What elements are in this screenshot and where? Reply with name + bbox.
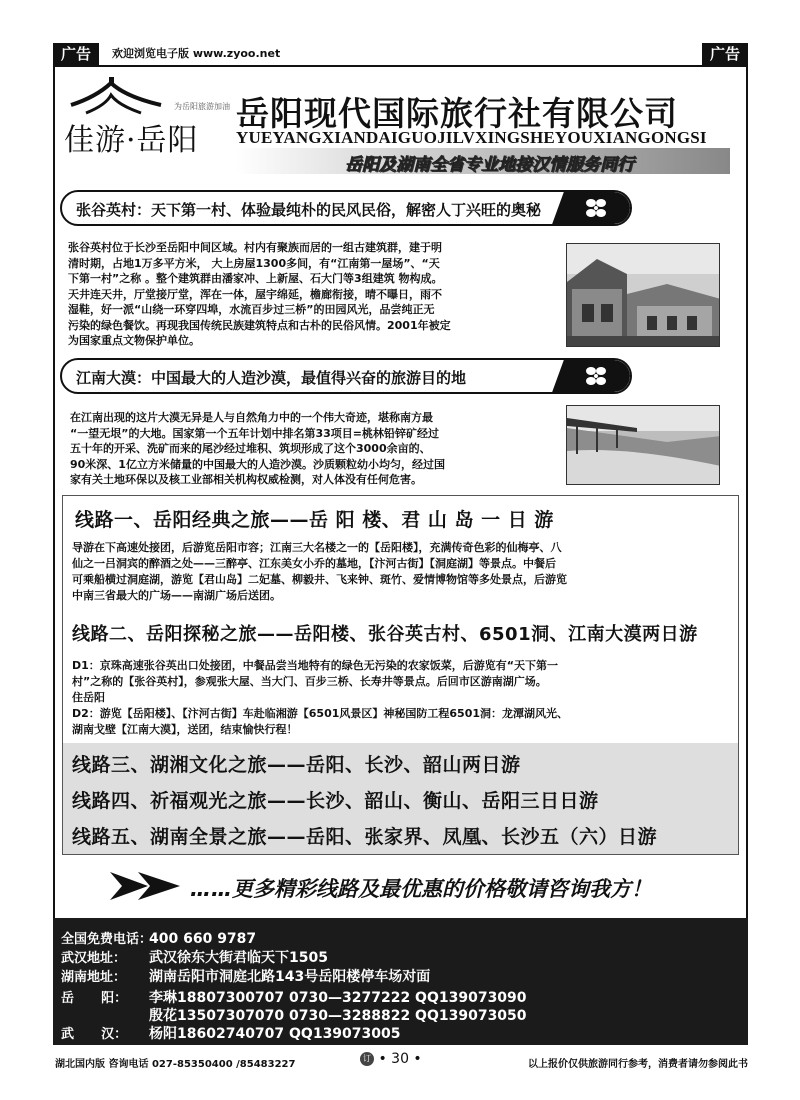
fan-icon bbox=[584, 365, 608, 387]
ad-tag-left: 广告 bbox=[53, 43, 99, 65]
section-text-zhanggu bbox=[68, 240, 563, 349]
route-desc-1 bbox=[72, 540, 722, 604]
route-title-1: 线路一、岳阳经典之旅——岳 阳 楼、君 山 岛 一 日 游 bbox=[75, 509, 554, 531]
section-title: 江南大漠：中国最大的人造沙漠，最值得兴奋的旅游目的地 bbox=[76, 369, 467, 387]
logo-text: 佳游·岳阳 bbox=[64, 123, 199, 158]
banner-end bbox=[566, 360, 630, 392]
contact-label: 武汉地址： bbox=[61, 951, 127, 966]
text-line: 为国家重点文物保护单位。 bbox=[68, 334, 200, 347]
site-url: 欢迎浏览电子版 www.zyoo.net bbox=[112, 47, 281, 60]
text-line: 清时期，占地1万多平方米， 大上房屋1300多间，有“江南第一屋场”、“天 bbox=[68, 256, 440, 270]
contact-value: 李琳18807300707 0730—3277222 QQ139073090 bbox=[149, 990, 527, 1006]
route-title-2: 线路二、岳阳探秘之旅——岳阳楼、张谷英古村、6501洞、江南大漠两日游 bbox=[72, 624, 698, 645]
footer-left: 湖北国内版 咨询电话 027-85350400 /85483227 bbox=[55, 1059, 296, 1070]
page-number bbox=[360, 1051, 422, 1067]
text-line: 中南三省最大的广场——南湖广场后送团。 bbox=[72, 589, 281, 602]
fan-icon bbox=[584, 197, 608, 219]
section-title: 张谷英村：天下第一村、体验最纯朴的民风民俗，解密人丁兴旺的奥秘 bbox=[76, 201, 542, 219]
contact-label: 武 汉： bbox=[61, 1027, 128, 1042]
text-line: 仙之一吕洞宾的醉酒之处——三醉亭、江东美女小乔的墓地，【汴河古街】【洞庭湖】等景点。中餐后 bbox=[72, 557, 556, 570]
contact-panel bbox=[53, 918, 748, 1045]
village-photo bbox=[566, 243, 720, 347]
contact-label: 岳 阳： bbox=[61, 991, 128, 1006]
text-line: “一望无垠”的大地。国家第一个五年计划中排名第33项目=桃林铅锌矿经过 bbox=[70, 426, 439, 440]
contact-label: 湖南地址： bbox=[61, 970, 127, 985]
contact-label: 全国免费电话： bbox=[61, 932, 153, 947]
footer-right: 以上报价仅供旅游同行参考，消费者请勿参阅此书 bbox=[528, 1059, 748, 1070]
banner-end bbox=[566, 192, 630, 224]
text-line: 湿鞋，好一派“山绕一环穿四埠，水流百步过三桥”的田园风光，品尝纯正无 bbox=[68, 303, 435, 316]
text-line: 张谷英村位于长沙至岳阳中间区域。村内有聚族而居的一组古建筑群，建于明 bbox=[68, 241, 442, 254]
contact-row-wuhan bbox=[61, 1023, 401, 1043]
more-routes-text: ……更多精彩线路及最优惠的价格敬请咨询我方！ bbox=[190, 877, 652, 901]
contact-row-hunan-address bbox=[61, 966, 430, 986]
ad-tag-right: 广告 bbox=[702, 43, 748, 65]
logo-subtitle: 为岳阳旅游加油 bbox=[174, 102, 230, 111]
text-line: 五十年的开采、洗矿而来的尾沙经过堆积、筑坝形成了这个3000余亩的、 bbox=[70, 442, 431, 455]
text-line: 在江南出现的这片大漠无异是人与自然角力中的一个伟大奇迹，堪称南方最 bbox=[70, 411, 433, 424]
route-desc-2 bbox=[72, 658, 722, 738]
text-line: D2：游览【岳阳楼】、【汴河古街】车赴临湘游【6501风景区】神秘国防工程6501洞：龙潭湖风光、 bbox=[72, 707, 569, 720]
pavilion-roof-icon bbox=[66, 75, 166, 115]
text-line: 导游在下高速处接团，后游览岳阳市容；江南三大名楼之一的【岳阳楼】，充满传奇色彩的仙梅亭、八 bbox=[72, 541, 562, 554]
text-line: 可乘船横过洞庭湖，游览【君山岛】二妃墓、柳毅井、飞来钟、斑竹、爱情博物馆等多处景点，后游览 bbox=[72, 573, 567, 586]
text-line: 天井连天井，厅堂接厅堂，浑在一体，屋宇绵延，檐廊衔接，晴不曝日，雨不 bbox=[68, 287, 442, 301]
text-line: 下第一村”之称 。整个建筑群由潘家冲、上新屋、石大门等3组建筑 物构成。 bbox=[68, 272, 443, 285]
text-line: 村”之称的【张谷英村】，参观张大屋、当大门、百步三桥、长寿井等景点。后回市区游南湖广场。 bbox=[72, 675, 547, 688]
section-text-desert bbox=[70, 410, 560, 488]
slogan: 岳阳及湖南全省专业地接汉情服务同行 bbox=[345, 155, 634, 175]
contact-value: 武汉徐东大街君临天下1505 bbox=[149, 950, 328, 966]
page-number-text: • 30 • bbox=[378, 1051, 422, 1067]
text-line: 湖南戈壁【江南大漠】，送团，结束愉快行程！ bbox=[72, 723, 298, 736]
section-banner-desert bbox=[60, 358, 632, 394]
text-line: 家有关土地环保以及核工业部相关机构权威检测，对人体没有任何危害。 bbox=[70, 473, 422, 486]
text-line: 90米深、1亿立方米储量的中国最大的人造沙漠。沙质颗粒幼小均匀，经过国 bbox=[70, 457, 445, 471]
contact-value: 殷花13507307070 0730—3288822 QQ139073050 bbox=[149, 1008, 527, 1024]
contact-row-yueyang-1 bbox=[61, 987, 527, 1007]
double-arrow-icon bbox=[108, 868, 184, 904]
page-badge-icon: 订 bbox=[360, 1052, 374, 1066]
route-title-3: 线路三、湖湘文化之旅——岳阳、长沙、韶山两日游 bbox=[72, 754, 521, 776]
contact-value: 湖南岳阳市洞庭北路143号岳阳楼停车场对面 bbox=[149, 969, 431, 985]
desert-photo bbox=[566, 405, 720, 485]
company-pinyin: YUEYANGXIANDAIGUOJILVXINGSHEYOUXIANGONGSI bbox=[236, 128, 707, 147]
section-banner-zhanggu bbox=[60, 190, 632, 226]
contact-value: 杨阳18602740707 QQ139073005 bbox=[149, 1026, 401, 1042]
contact-row-hotline bbox=[61, 928, 256, 947]
text-line: D1：京珠高速张谷英出口处接团，中餐品尝当地特有的绿色无污染的农家饭菜，后游览有“天下第一 bbox=[72, 659, 559, 672]
logo bbox=[56, 75, 236, 160]
text-line: 住岳阳 bbox=[72, 691, 105, 704]
contact-value: 400 660 9787 bbox=[149, 931, 257, 947]
contact-row-wuhan-address bbox=[61, 947, 328, 967]
contact-row-yueyang-2 bbox=[61, 1005, 527, 1025]
company-name: 岳阳现代国际旅行社有限公司 bbox=[236, 94, 678, 133]
route-title-4: 线路四、祈福观光之旅——长沙、韶山、衡山、岳阳三日日游 bbox=[72, 790, 599, 812]
text-line: 污染的绿色餐饮。再现我国传统民族建筑特点和古朴的民俗风情。2001年被定 bbox=[68, 318, 451, 332]
route-title-5: 线路五、湖南全景之旅——岳阳、张家界、凤凰、长沙五（六）日游 bbox=[72, 826, 658, 848]
